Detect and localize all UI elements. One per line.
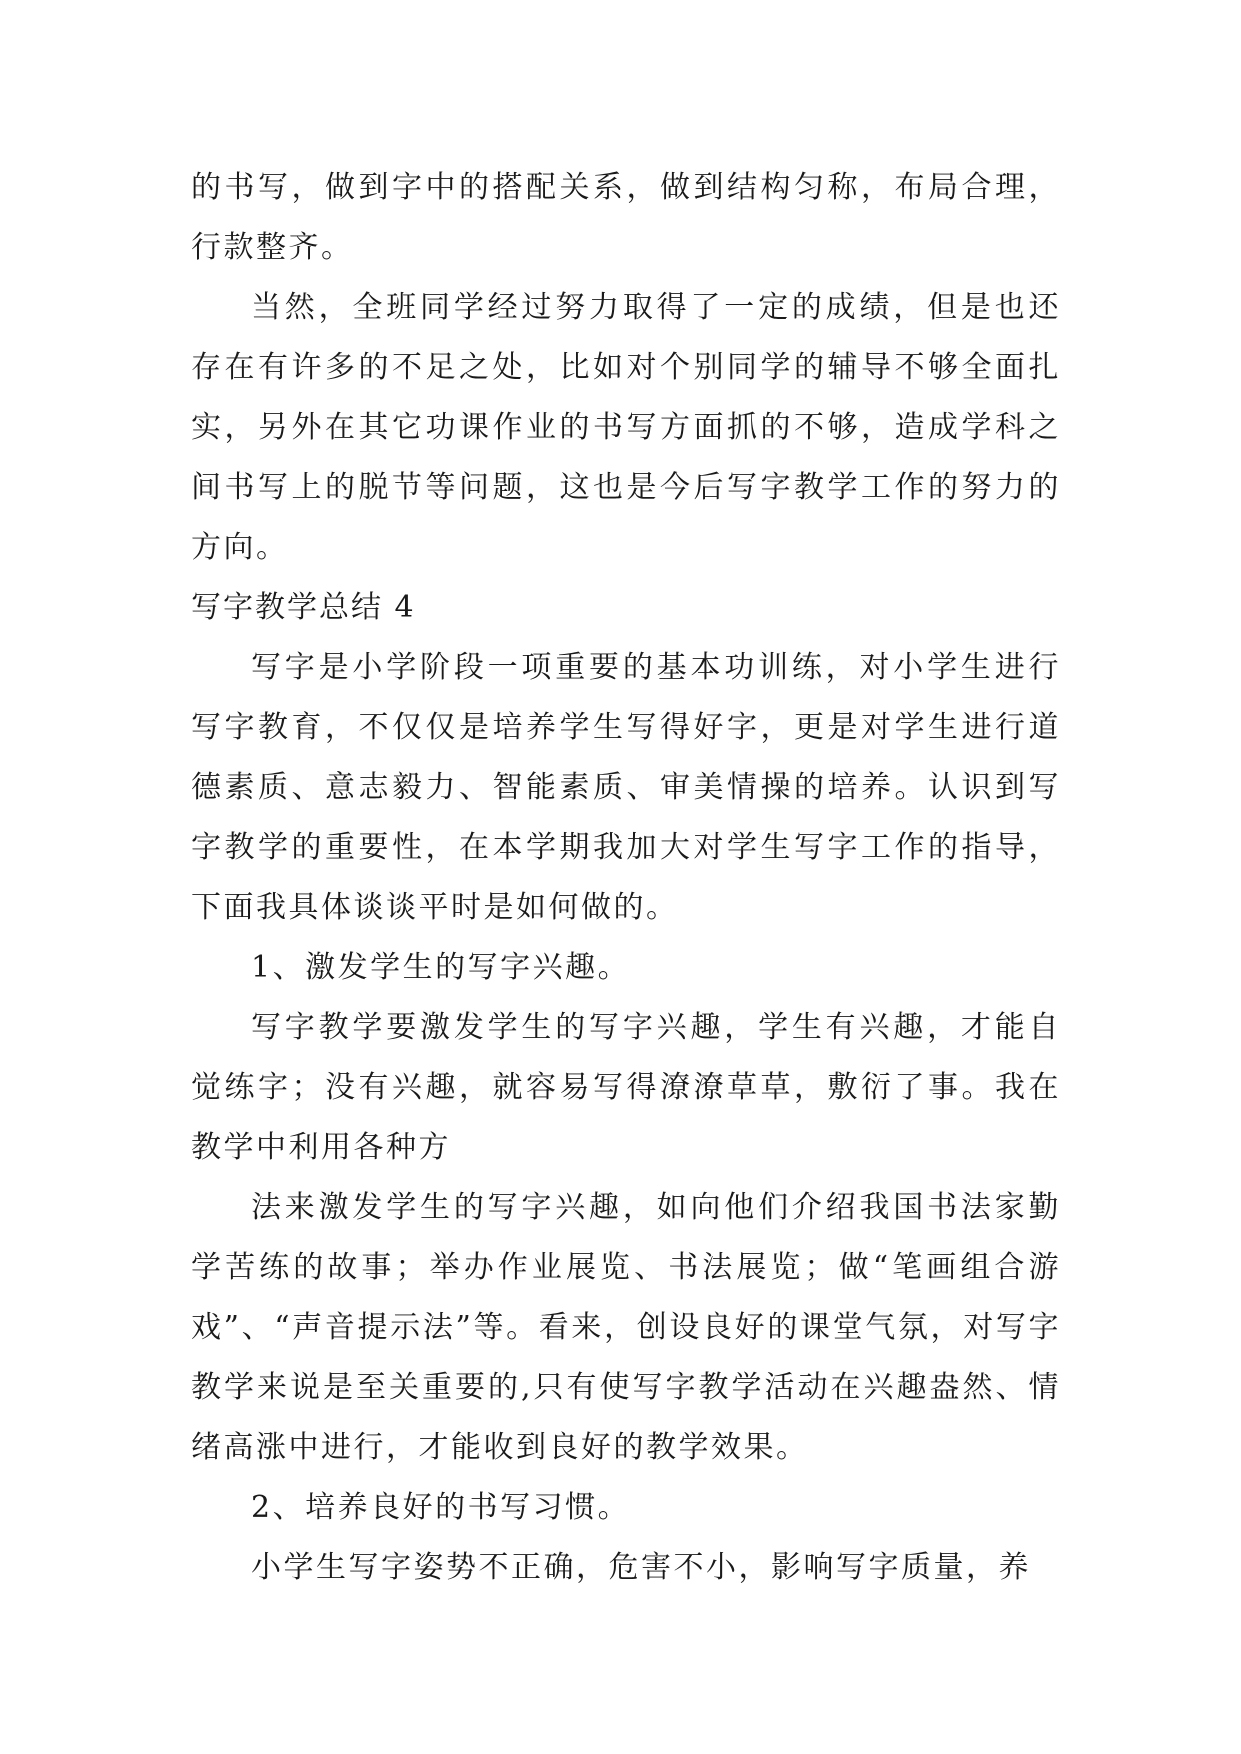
list-item-2-heading: 2、培养良好的书写习惯。 (251, 1490, 631, 1525)
paragraph-intro: 写字是小学阶段一项重要的基本功训练，对小学生进行写字教育，不仅仅是培养学生写得好字，更是对学生进行道德素质、意志毅力、智能素质、审美情操的培养。认识到写字教学的重要性，在本学期我加大对学生写字工作的指导，下面我具体谈谈平时是如何做的。 (191, 650, 1061, 925)
paragraph-methods: 法来激发学生的写字兴趣，如向他们介绍我国书法家勤学苦练的故事；举办作业展览、书法展览；做“笔画组合游戏”、“声音提示法”等。看来，创设良好的课堂气氛，对写字教学来说是至关重要的,只有使写字教学活动在兴趣盎然、情绪高涨中进行，才能收到良好的教学效果。 (191, 1190, 1061, 1465)
list-item-1-heading: 1、激发学生的写字兴趣。 (251, 950, 631, 985)
paragraph-summary-shortcomings: 当然，全班同学经过努力取得了一定的成绩，但是也还存在有许多的不足之处，比如对个别同学的辅导不够全面扎实，另外在其它功课作业的书写方面抓的不够，造成学科之间书写上的脱节等问题，这也是今后写字教学工作的努力的方向。 (191, 290, 1061, 565)
document-body (191, 158, 1061, 1598)
paragraph-posture: 小学生写字姿势不正确，危害不小，影响写字质量，养 (251, 1550, 1031, 1585)
paragraph-continuation: 的书写，做到字中的搭配关系，做到结构匀称，布局合理，行款整齐。 (191, 170, 1061, 265)
paragraph-interest: 写字教学要激发学生的写字兴趣，学生有兴趣，才能自觉练字；没有兴趣，就容易写得潦潦草草，敷衍了事。我在教学中利用各种方 (191, 1010, 1061, 1165)
section-heading: 写字教学总结 4 (191, 590, 416, 625)
